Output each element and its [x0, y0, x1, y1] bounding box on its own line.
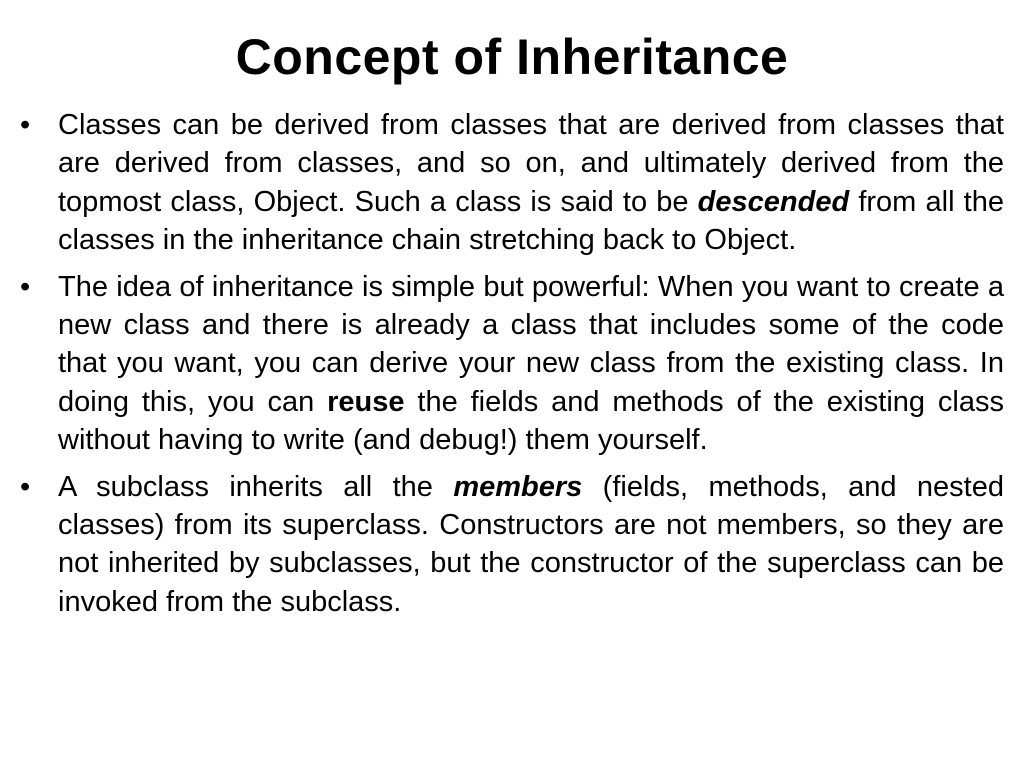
bullet-item-members	[20, 468, 1004, 622]
emphasis-term: descended	[697, 185, 850, 218]
bullet-list	[20, 106, 1004, 629]
bullet-text-part: A subclass inherits all the	[58, 470, 454, 503]
bullet-dot-icon: •	[20, 270, 31, 303]
bullet-dot-icon: •	[20, 470, 31, 503]
bullet-text-part: Classes can be derived from classes that are derived from classes that are derived from classes, and so on, and ultimately derived from the topmost class, Object. Such a class is said to be	[58, 109, 1004, 218]
bullet-text-part: the fields and methods of the existing class without having to write (and debug!) them yourself.	[58, 385, 1005, 457]
bullet-item-descended	[20, 106, 1004, 260]
bullet-text-part: from all the classes in the inheritance chain stretching back to Object.	[58, 185, 1004, 257]
emphasis-term: members	[453, 470, 583, 503]
slide-title: Concept of Inheritance	[235, 29, 789, 85]
bullet-dot-icon: •	[20, 109, 31, 141]
bullet-text-part: The idea of inheritance is simple but powerful: When you want to create a new class and there is already a class that includes some of the code that you want, you can derive your new class from the existing class. In doing this, you can	[58, 270, 1004, 418]
emphasis-term: reuse	[327, 385, 405, 418]
bullet-text-part: (fields, methods, and nested classes) from its superclass. Constructors are not members, so they are not inherited by subclasses, but the constructor of the superclass can be invoked from the subclass.	[58, 470, 1005, 618]
bullet-item-reuse	[20, 268, 1004, 460]
